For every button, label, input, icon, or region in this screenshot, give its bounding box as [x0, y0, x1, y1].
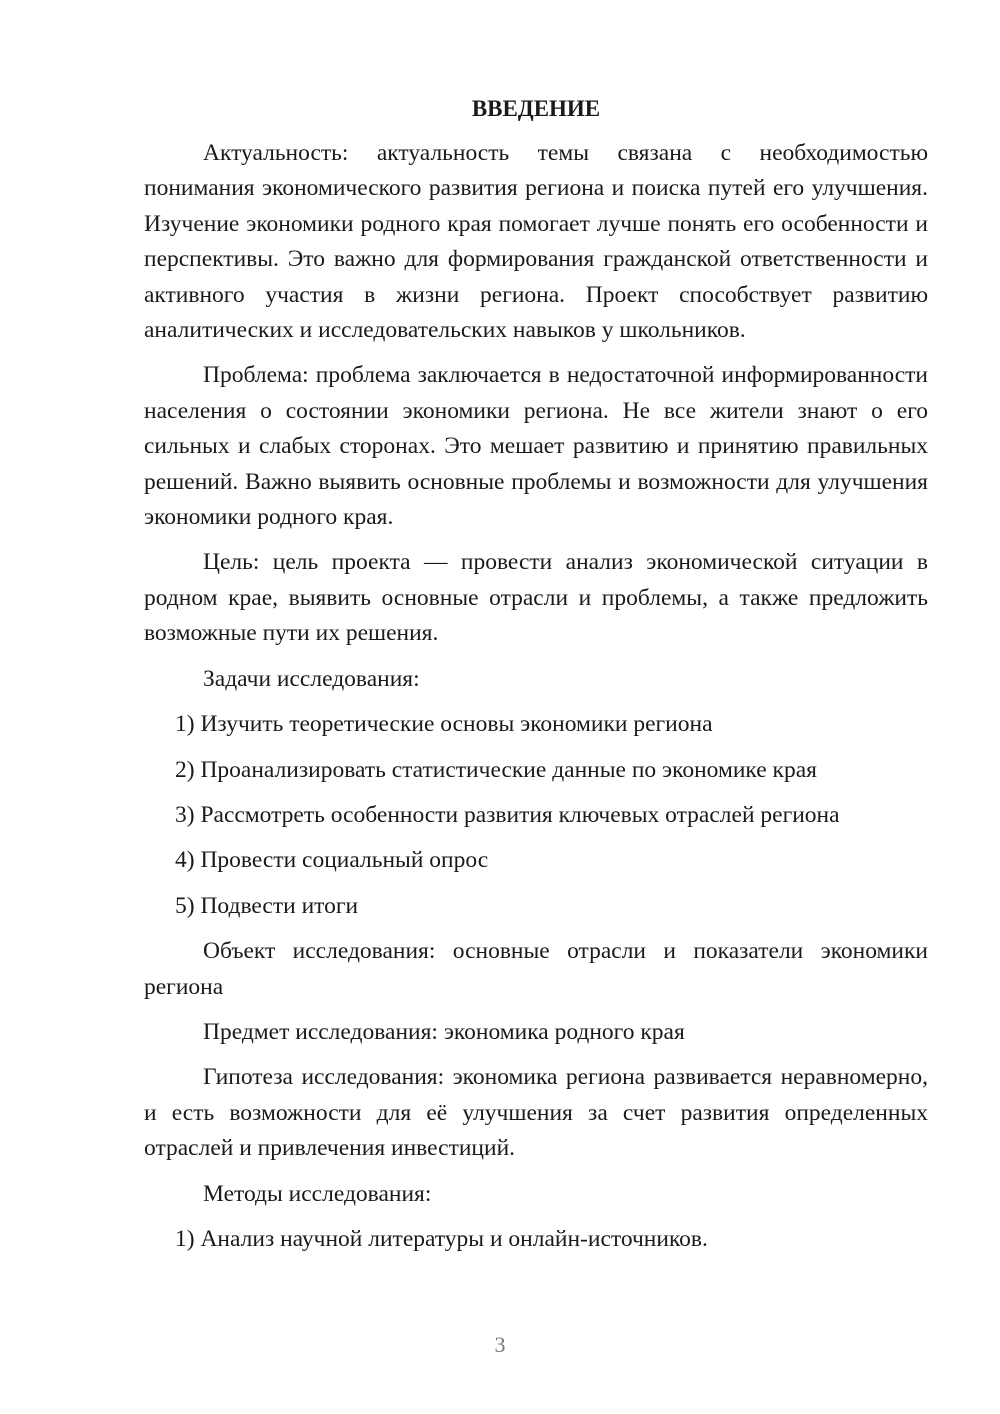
- task-item: 4) Провести социальный опрос: [175, 847, 489, 874]
- task-item: 1) Изучить теоретические основы экономики региона: [175, 711, 713, 738]
- method-item: 1) Анализ научной литературы и онлайн-источников.: [175, 1225, 708, 1252]
- task-item: 3) Рассмотреть особенности развития ключевых отраслей региона: [175, 801, 840, 828]
- problem-paragraph: Проблема: проблема заключается в недостаточной информированности населения о состоянии экономики региона. Не все жители знают о его сильных и слабых сторонах. Это мешает развитию и принятию правильных решений. Важно выявить основные проблемы и возможности для улучшения экономики родного края.: [144, 362, 928, 531]
- object-paragraph: Объект исследования: основные отрасли и показатели экономики региона: [144, 938, 928, 1000]
- goal-paragraph: Цель: цель проекта — провести анализ экономической ситуации в родном крае, выявить основные отрасли и проблемы, а также предложить возможные пути их решения.: [144, 549, 928, 647]
- tasks-heading: Задачи исследования:: [203, 665, 420, 692]
- page-number: 3: [494, 1332, 506, 1357]
- document-page: [144, 92, 928, 1267]
- section-title: ВВЕДЕНИЕ: [471, 96, 601, 121]
- hypothesis-paragraph: Гипотеза исследования: экономика региона развивается неравномерно, и есть возможности для её улучшения за счет развития определенных отраслей и привлечения инвестиций.: [144, 1064, 928, 1162]
- task-item: 5) Подвести итоги: [175, 892, 359, 919]
- subject-line: Предмет исследования: экономика родного края: [203, 1018, 685, 1045]
- methods-heading: Методы исследования:: [203, 1180, 432, 1207]
- relevance-paragraph: Актуальность: актуальность темы связана с необходимостью понимания экономического развития региона и поиска путей его улучшения. Изучение экономики родного края помогает лучше понять его особенности и перспективы. Это важно для формирования гражданской ответственности и активного участия в жизни региона. Проект способствует развитию аналитических и исследовательских навыков у школьников.: [144, 140, 928, 344]
- task-item: 2) Проанализировать статистические данные по экономике края: [175, 756, 817, 783]
